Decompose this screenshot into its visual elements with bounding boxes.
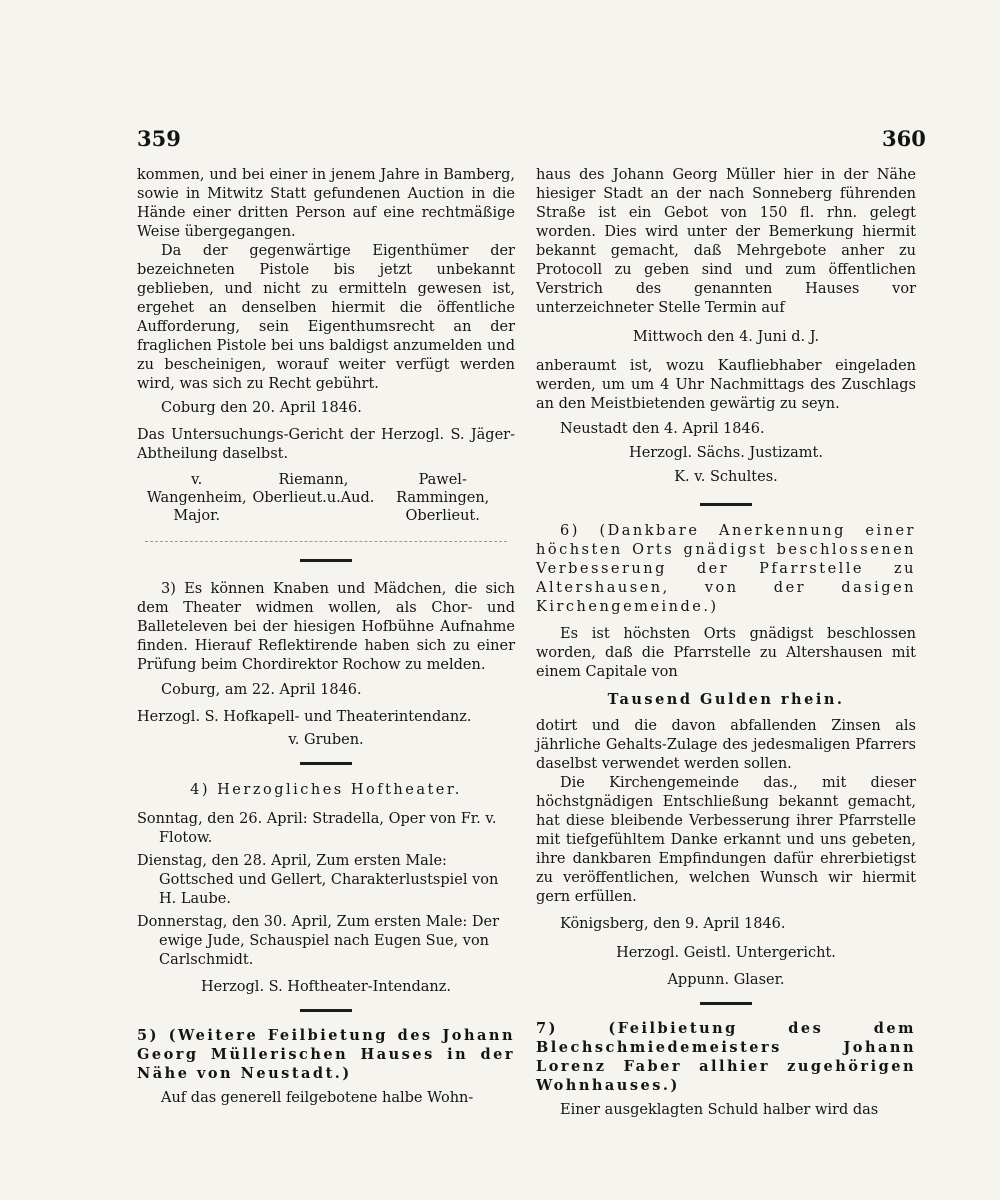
notice-3-date: Coburg, am 22. April 1846.	[161, 682, 362, 698]
page-number-left: 359	[137, 126, 181, 151]
notice-6-signature: Appunn. Glaser.	[667, 972, 785, 988]
notice-5-title: 5) (Weitere Feilbietung des Johann Georg Müllerischen Hauses in der Nähe von Neustadt.)	[137, 1027, 515, 1082]
signer	[252, 471, 374, 525]
theater-entry: Donnerstag, den 30. April, Zum ersten Male: Der ewige Jude, Schauspiel nach Eugen Sue, von Carlschmidt.	[137, 914, 500, 968]
signer-rank: Major.	[173, 508, 221, 524]
auction-date: Mittwoch den 4. Juni d. J.	[632, 329, 820, 345]
notice-6-text: Es ist höchsten Orts gnädigst beschlossen worden, daß die Pfarrstelle zu Altershausen mit einem Capitale von	[536, 626, 916, 680]
signer-name: v. Wangenheim,	[146, 472, 247, 506]
notice-3-authority: Herzogl. S. Hofkapell- und Theaterintendanz.	[137, 709, 472, 725]
notice-3-signature: v. Gruben.	[288, 732, 364, 748]
notice-4-title: 4) Herzogliches Hoftheater.	[190, 782, 462, 798]
continued-text: kommen, und bei einer in jenem Jahre in Bamberg, sowie in Mitwitz Statt gefundenen Auction in die Hände einer dritten Person auf eine rechtmäßige Weise übergegangen.	[137, 167, 515, 240]
signature: K. v. Schultes.	[674, 469, 778, 485]
issuing-office: Herzogl. Sächs. Justizamt.	[629, 445, 823, 461]
notice-6-title: 6) (Dankbare Anerkennung einer höchsten Orts gnädigst beschlossenen Verbesserung der Pfarrstelle zu Altershausen, von der dasigen Kirchengemeinde.)	[536, 523, 916, 615]
signer	[374, 471, 511, 525]
signer-rank: Oberlieut.	[405, 508, 480, 524]
left-column	[137, 166, 515, 1108]
summons-paragraph: Da der gegenwärtige Eigenthümer der bezeichneten Pistole bis jetzt unbekannt geblieben, und nicht zu ermitteln gewesen ist, ergehet an denselben hiermit die öffentliche Aufforderung, sein Eigenthumsrecht an der fraglichen Pistole bei uns baldigst anzumelden und zu bescheinigen, worauf weiter verfügt werden wird, was sich zu Recht gebührt.	[137, 243, 515, 392]
signer-rank: Oberlieut.u.Aud.	[252, 490, 375, 506]
issuing-court: Das Untersuchungs-Gericht der Herzogl. S. Jäger-Abtheilung daselbst.	[137, 427, 515, 462]
continued-text-2: anberaumt ist, wozu Kaufliebhaber eingeladen werden, um um 4 Uhr Nachmittags des Zuschlags an den Meistbietenden gewärtig zu seyn.	[536, 358, 916, 412]
notice-6-authority: Herzogl. Geistl. Untergericht.	[616, 945, 836, 961]
continued-text: haus des Johann Georg Müller hier in der Nähe hiesiger Stadt an der nach Sonneberg führenden Straße ist ein Gebot von 150 fl. rhn. gelegt worden. Dies wird unter der Bemerkung hiermit bekannt gemacht, daß Mehrgebote anher zu Protocoll zu geben sind und zum öffentlichen Verstrich des genannten Hauses vor unterzeichneter Stelle Termin auf	[536, 167, 916, 316]
signatures	[137, 471, 515, 525]
dateline: Coburg den 20. April 1846.	[161, 400, 362, 416]
notice-7-title: 7) (Feilbietung des dem Blechschmiedemeisters Johann Lorenz Faber allhier zugehörigen Wohnhauses.)	[536, 1020, 916, 1094]
notice-4-signature: Herzogl. S. Hoftheater-Intendanz.	[201, 979, 451, 995]
right-column	[536, 166, 916, 1120]
dateline: Neustadt den 4. April 1846.	[560, 421, 765, 437]
notice-5-text: Auf das generell feilgebotene halbe Wohn-	[161, 1090, 474, 1106]
signer	[141, 471, 252, 525]
theater-entry: Dienstag, den 28. April, Zum ersten Male: Gottsched und Gellert, Charakterlustspiel von H. Laube.	[137, 853, 499, 907]
notice-6-text: dotirt und die davon abfallenden Zinsen als jährliche Gehalts-Zulage des jedesmaligen Pfarrers daselbst verwendet werden sollen.	[536, 718, 916, 772]
page-number-right: 360	[882, 126, 926, 151]
notice-6-date: Königsberg, den 9. April 1846.	[560, 916, 786, 932]
notice-6-text: Die Kirchengemeinde das., mit dieser höchstgnädigen Entschließung bekannt gemacht, hat diese bleibende Verbesserung ihrer Pfarrstelle mit tiefgefühltem Danke erkannt und uns gebeten, ihre dankbaren Empfindungen dafür ehrerbietigst zu veröffentlichen, welchen Wunsch wir hiermit gern erfüllen.	[536, 775, 916, 905]
signer-name: Pawel-Rammingen,	[396, 472, 490, 506]
notice-3-text: 3) Es können Knaben und Mädchen, die sich dem Theater widmen wollen, als Chor- und Balleteleven bei der hiesigen Hofbühne Aufnahme finden. Hierauf Reflektirende haben sich zu einer Prüfung beim Chordirektor Rochow zu melden.	[137, 581, 515, 673]
notice-7-text: Einer ausgeklagten Schuld halber wird das	[560, 1102, 879, 1118]
theater-entry: Sonntag, den 26. April: Stradella, Oper von Fr. v. Flotow.	[137, 811, 497, 846]
notice-6-sum: Tausend Gulden rhein.	[607, 691, 845, 708]
signer-name: Riemann,	[278, 472, 349, 488]
